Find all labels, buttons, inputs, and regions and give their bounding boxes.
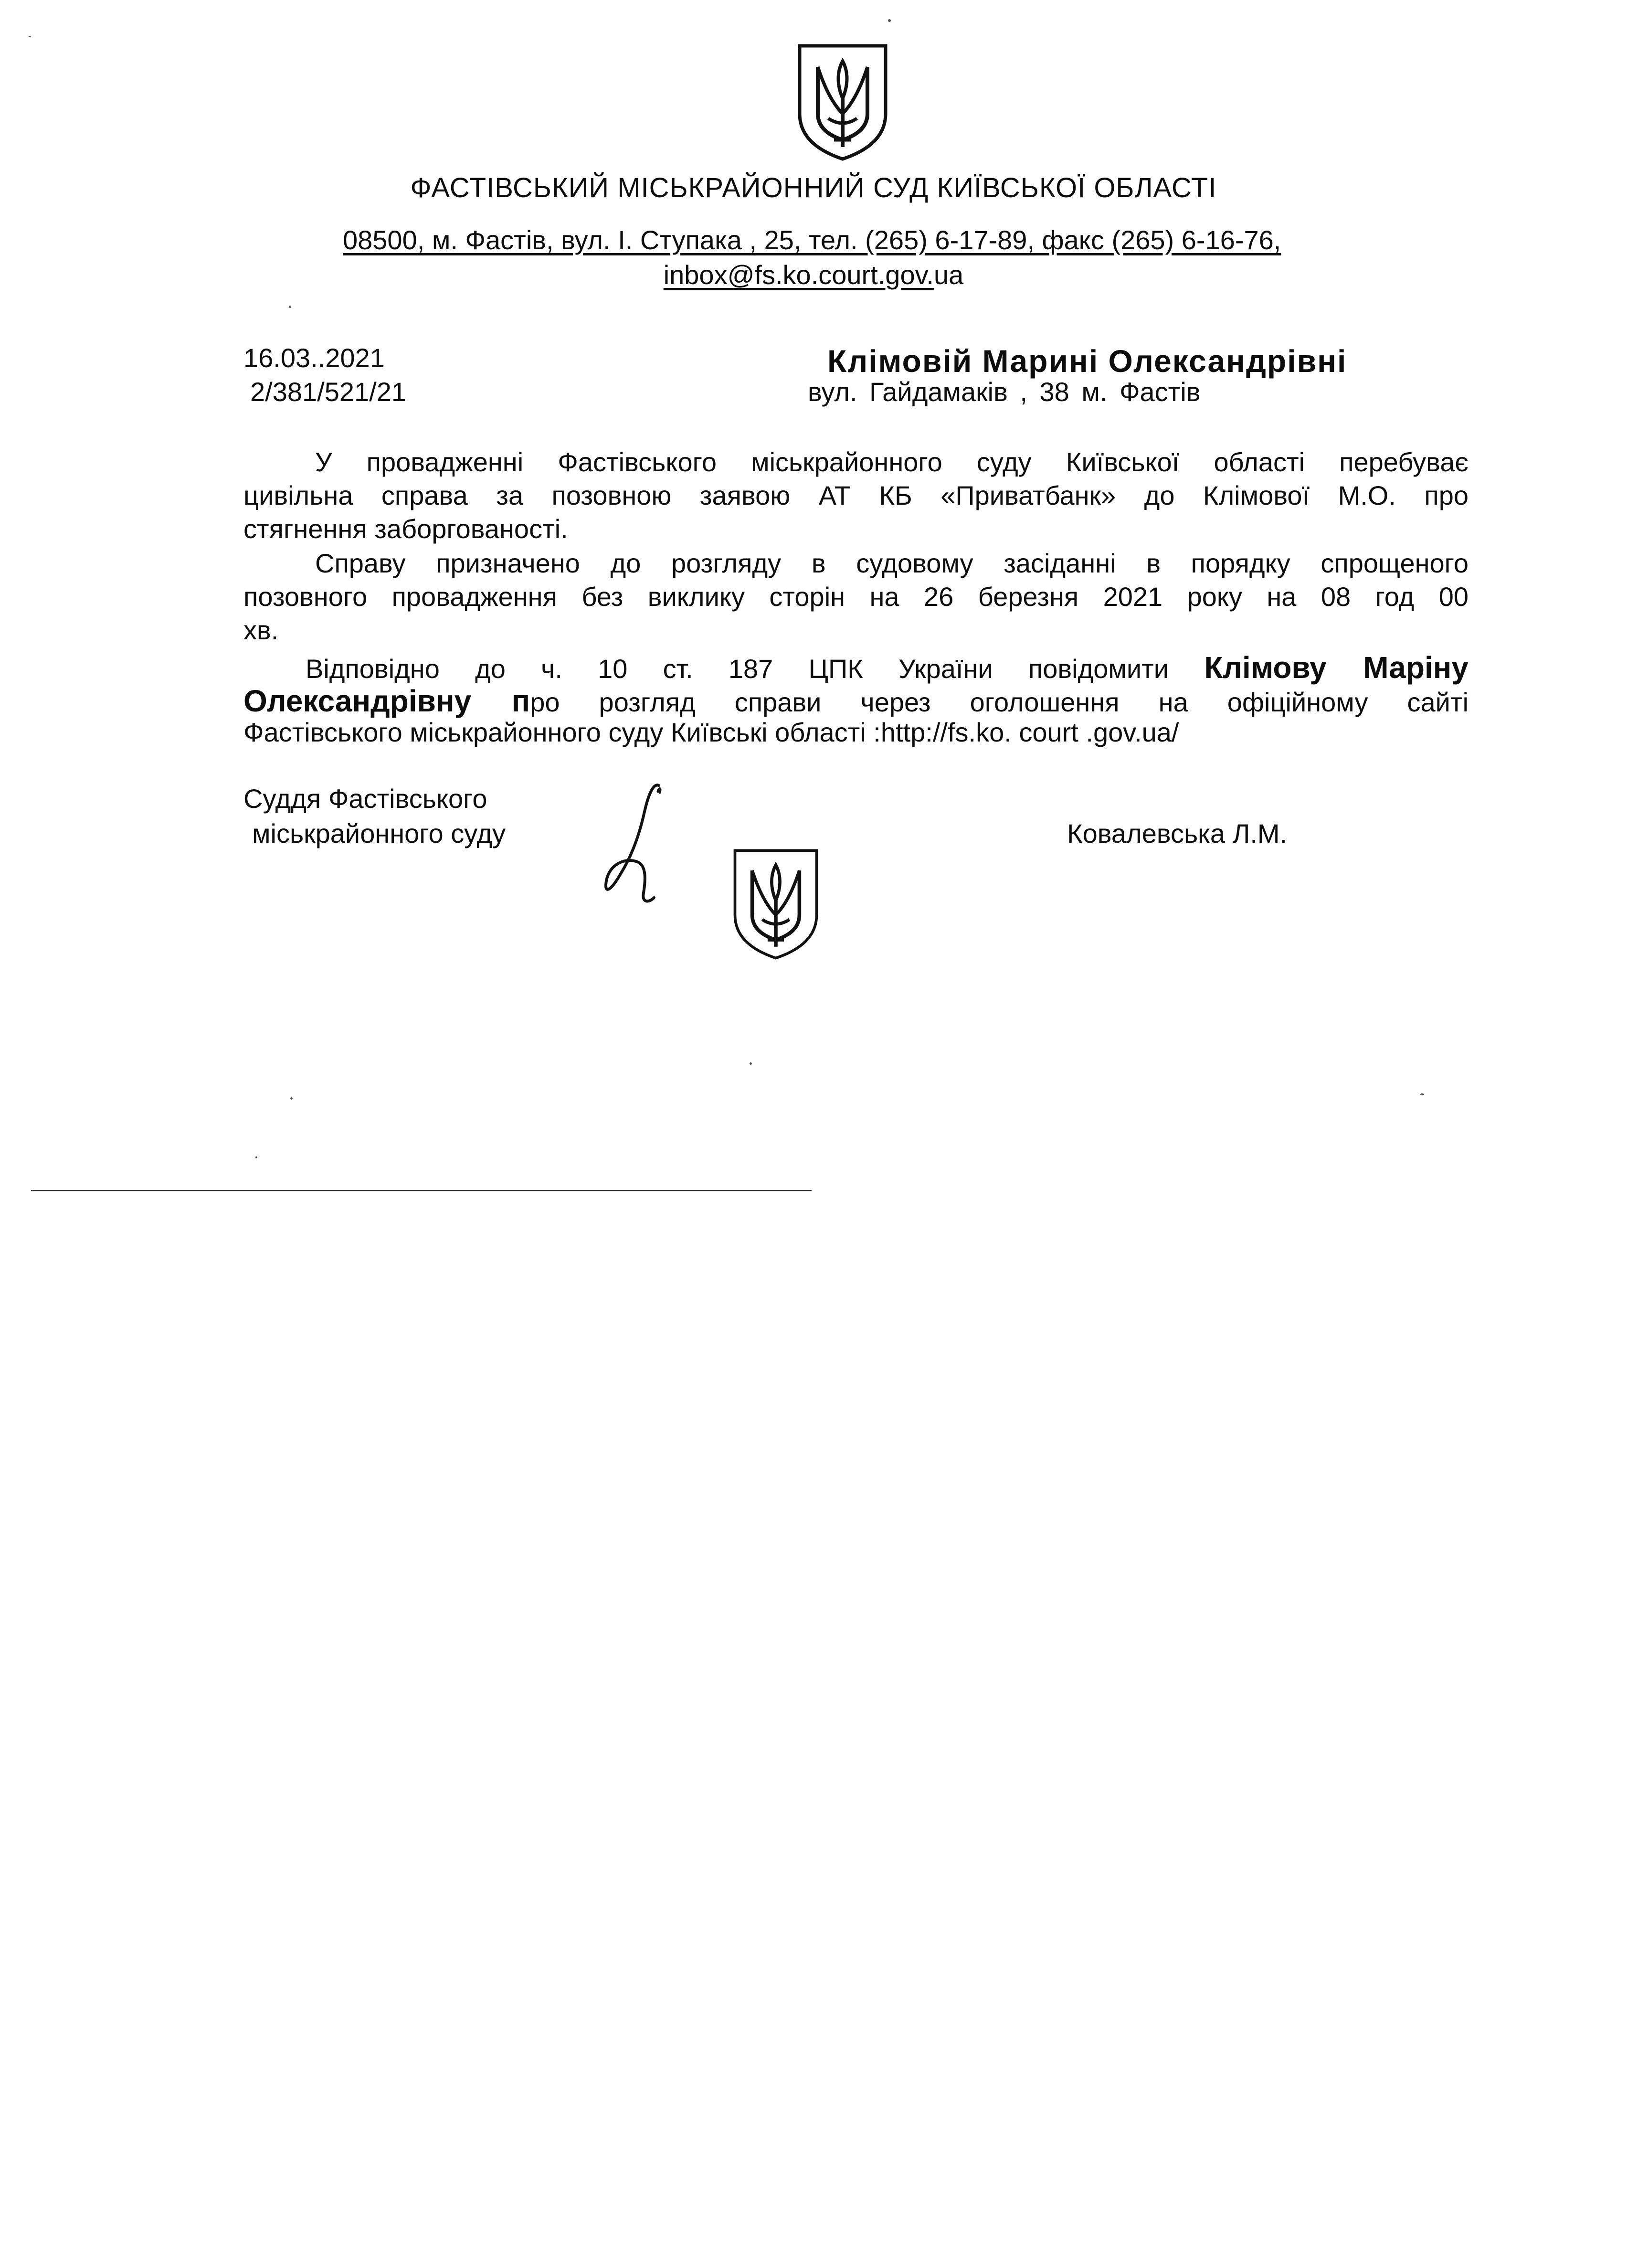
paragraph-1-line-2: цивільна справа за позовною заявою АТ КБ «Приватбанк» до Клімової М.О. про: [243, 480, 1469, 510]
judge-title-line-2: міськрайонного суду: [252, 818, 506, 848]
letter-date: 16.03..2021: [243, 343, 385, 373]
paragraph-1-line-3: стягнення заборгованості.: [243, 514, 568, 544]
court-name: ФАСТІВСЬКИЙ МІСЬКРАЙОННИЙ СУД КИЇВСЬКОЇ ОБЛАСТІ: [410, 172, 1217, 203]
footer-rule: [31, 1190, 812, 1191]
court-email: inbox@fs.ko.court.gov.: [663, 260, 934, 290]
paragraph-3-line-2: [243, 686, 1469, 716]
coat-of-arms-icon: [795, 42, 890, 161]
scan-speck: [888, 19, 891, 22]
paragraph-3-line-1: [243, 652, 1469, 683]
scan-speck: [750, 1062, 752, 1065]
court-email-suffix: ua: [934, 260, 964, 290]
judge-title-line-1: Суддя Фастівського: [243, 784, 487, 814]
paragraph-2-line-2: позовного провадження без виклику сторін на 26 березня 2021 року на 08 год 00: [243, 582, 1469, 612]
scan-speck: [290, 1097, 293, 1100]
defendant-name-bold: Клімову Маріну: [1204, 650, 1469, 685]
judge-name: Ковалевська Л.М.: [1067, 818, 1288, 848]
paragraph-2-line-3: хв.: [243, 615, 279, 645]
paragraph-3-line-2-text: ро розгляд справи через оголошення на офіційному сайті: [530, 687, 1469, 717]
scan-speck: [1420, 1093, 1424, 1095]
scan-speck: [29, 36, 31, 37]
defendant-patronymic-bold: Олександрівну п: [243, 684, 530, 718]
recipient-name: Клімовій Марині Олександрівні: [827, 343, 1347, 379]
paragraph-1-line-1: У провадженні Фастівського міськрайонного суду Київської області перебуває: [315, 447, 1469, 477]
recipient-address: вул. Гайдамаків , 38 м. Фастів: [808, 377, 1201, 407]
scan-speck: [289, 306, 291, 308]
case-number: 2/381/521/21: [250, 377, 406, 407]
court-email-line: [0, 259, 1627, 290]
handwritten-signature: [592, 778, 683, 922]
paragraph-3-line-1-text: Відповідно до ч. 10 ст. 187 ЦПК України повідомити: [306, 654, 1204, 684]
paragraph-2-line-1: Справу призначено до розгляду в судовому засіданні в порядку спрощеного: [315, 548, 1469, 578]
stamp-coat-of-arms-icon: [730, 845, 821, 962]
court-address: 08500, м. Фастів, вул. І. Ступака , 25, тел. (265) 6-17-89, факс (265) 6-16-76,: [343, 225, 1281, 255]
paragraph-3-line-3: Фастівського міськрайонного суду Київські області :http://fs.ko. court .gov.ua/: [243, 717, 1179, 747]
scan-speck: [255, 1156, 257, 1158]
